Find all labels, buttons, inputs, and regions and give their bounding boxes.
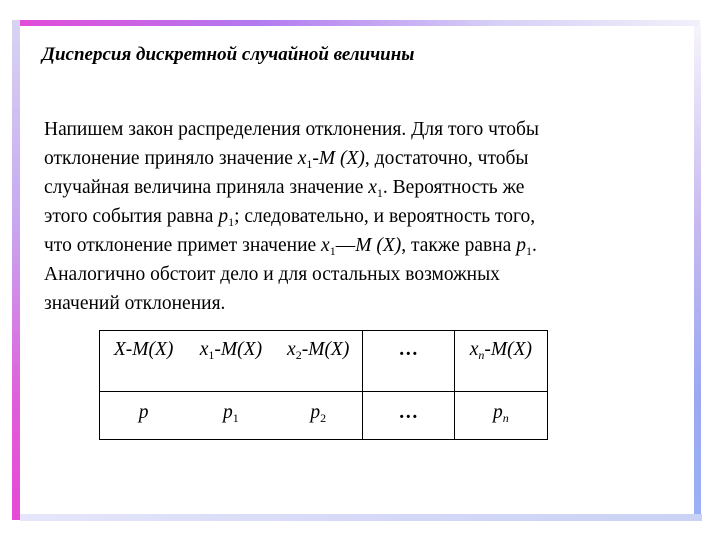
variable-p: p xyxy=(218,206,229,227)
cell-text: -M(X) xyxy=(484,339,533,360)
variable-x-upper: (X) xyxy=(335,148,365,169)
variable-x: x xyxy=(469,339,479,360)
subscript: n xyxy=(478,348,485,362)
header-cell-xn xyxy=(454,331,547,392)
variable-x: x xyxy=(368,177,377,198)
paragraph-line-6: Аналогично обстоит дело и для остальных возможных xyxy=(44,264,500,285)
text-span: , также равна xyxy=(401,235,517,256)
variable-m: M xyxy=(318,148,336,169)
text-span: ; следовательно, и вероятность того, xyxy=(234,206,536,227)
subscript: 1 xyxy=(525,244,532,258)
top-accent-bar xyxy=(20,20,700,26)
text-span: что отклонение примет значение xyxy=(44,235,322,256)
subscript: 1 xyxy=(329,244,336,258)
paragraph-line-5 xyxy=(44,231,684,260)
subscript: 1 xyxy=(306,157,313,171)
prob-cell-p1 xyxy=(187,392,274,440)
subscript: 1 xyxy=(232,411,239,425)
subscript: 1 xyxy=(208,348,215,362)
subscript: n xyxy=(502,411,509,425)
variable-x-upper: (X) xyxy=(371,235,402,256)
header-cell-ellipsis: … xyxy=(362,331,454,392)
subscript: 1 xyxy=(376,186,383,200)
variable-p: p xyxy=(310,402,321,423)
paragraph-line-7: значений отклонения. xyxy=(44,293,226,314)
cell-text: X-M(X) xyxy=(113,339,174,360)
text-span: . xyxy=(531,235,537,256)
table-row-probabilities xyxy=(100,392,548,440)
paragraph-line-1: Напишем закон распределения отклонения. Для того чтобы xyxy=(44,119,539,140)
subscript: 2 xyxy=(320,411,327,425)
variable-x: x xyxy=(287,339,296,360)
bottom-accent-bar xyxy=(20,514,702,521)
prob-cell-label xyxy=(100,392,188,440)
header-cell-x2 xyxy=(275,331,363,392)
subscript: 2 xyxy=(295,348,302,362)
body-paragraph xyxy=(44,115,684,318)
left-accent-bar xyxy=(12,20,20,520)
table-row-values xyxy=(100,331,548,392)
minus-sign: - xyxy=(312,148,319,169)
header-cell-x1 xyxy=(187,331,274,392)
text-span: этого события равна xyxy=(44,206,219,227)
variable-x: x xyxy=(297,148,307,169)
variable-p: p xyxy=(492,402,503,423)
paragraph-line-2 xyxy=(44,144,684,173)
right-accent-bar xyxy=(694,26,701,520)
prob-cell-ellipsis: … xyxy=(362,392,454,440)
cell-text: -M(X) xyxy=(214,339,263,360)
variable-p: p xyxy=(138,402,149,423)
distribution-table xyxy=(99,330,548,440)
paragraph-line-3 xyxy=(44,173,684,202)
variable-x: x xyxy=(199,339,209,360)
subscript: 1 xyxy=(228,215,235,229)
text-span: случайная величина приняла значение xyxy=(44,177,369,198)
variable-p: p xyxy=(223,402,233,423)
variable-p: p xyxy=(516,235,526,256)
paragraph-line-4 xyxy=(44,202,684,231)
cell-text: -M(X) xyxy=(301,339,350,360)
prob-cell-pn xyxy=(454,392,547,440)
prob-cell-p2 xyxy=(275,392,363,440)
text-span: , достаточно, чтобы xyxy=(364,148,529,169)
variable-x: x xyxy=(321,235,330,256)
dash-sign: — xyxy=(335,235,356,256)
variable-m: M xyxy=(355,235,372,256)
text-span: отклонение приняло значение xyxy=(44,148,298,169)
slide-title: Дисперсия дискретной случайной величины xyxy=(42,44,415,65)
header-cell-deviation xyxy=(100,331,188,392)
text-span: . Вероятность же xyxy=(382,177,525,198)
